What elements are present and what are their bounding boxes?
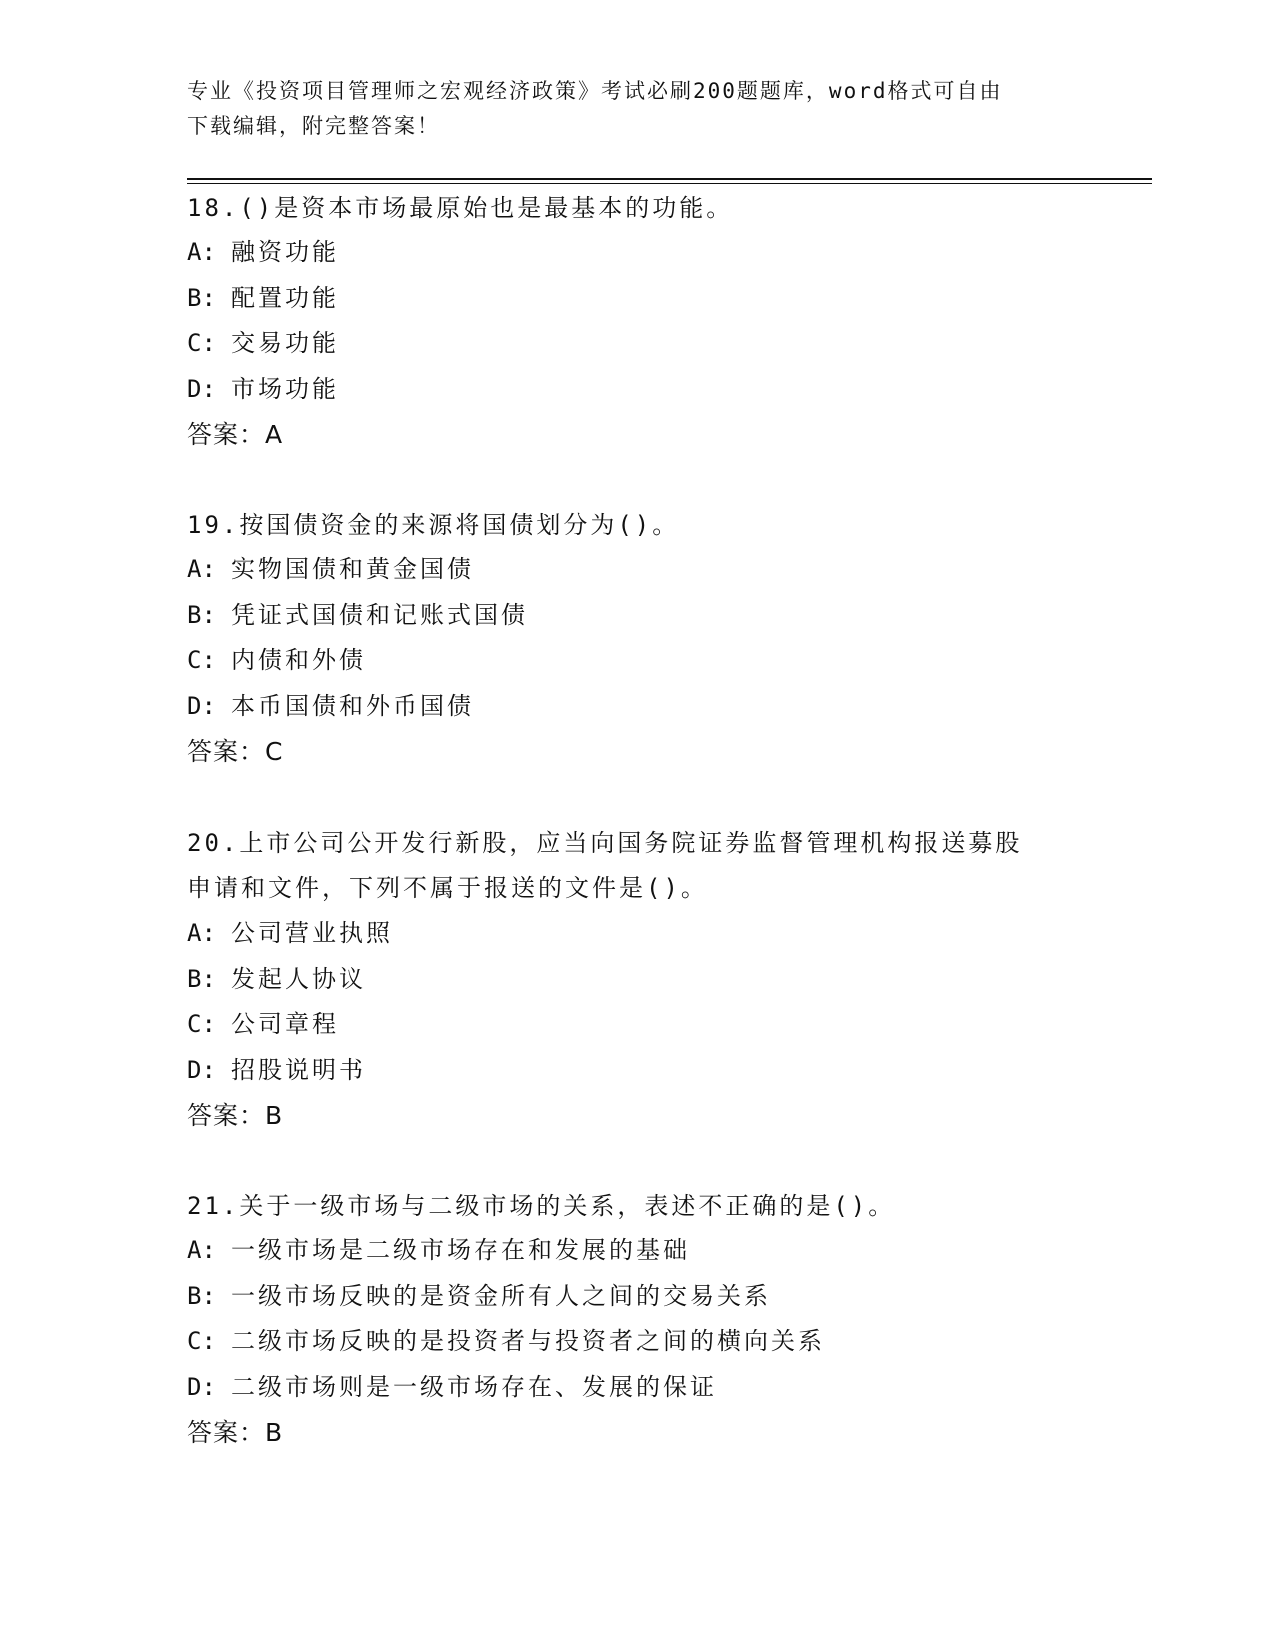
option-text: 融资功能 [231,238,339,266]
header-line-2: 下载编辑，附完整答案！ [187,114,440,138]
header-divider-thick [187,178,1152,180]
option-d [187,1048,1087,1094]
answer-label: 答案：C [187,737,284,766]
option-text: 凭证式国债和记账式国债 [231,600,528,629]
option-text: 公司章程 [231,1010,339,1038]
option-letter: A: [187,1236,216,1264]
question-stem-line-2: 申请和文件，下列不属于报送的文件是()。 [187,874,708,902]
option-text: 一级市场反映的是资金所有人之间的交易关系 [231,1281,771,1310]
option-text: 实物国债和黄金国债 [231,555,474,583]
option-text: 市场功能 [231,374,339,403]
option-text: 招股说明书 [231,1055,366,1084]
option-d [187,1365,1087,1411]
question-stem: 19.按国债资金的来源将国债划分为()。 [187,511,680,539]
answer-label: 答案：B [187,1418,284,1447]
option-letter: A: [187,919,216,947]
option-a [187,230,1087,276]
question-list [187,187,1087,1502]
answer-label: 答案：B [187,1101,284,1130]
option-a [187,547,1087,593]
option-letter: D: [187,374,216,403]
option-a [187,911,1087,957]
option-text: 内债和外债 [231,646,366,674]
option-letter: C: [187,329,216,357]
question-19 [187,504,1087,774]
question-21 [187,1185,1087,1455]
option-text: 公司营业执照 [231,919,393,947]
answer-label: 答案：A [187,420,284,449]
option-letter: C: [187,1010,216,1038]
option-letter: B: [187,283,216,312]
question-stem: 21.关于一级市场与二级市场的关系，表述不正确的是()。 [187,1192,896,1220]
option-b [187,957,1087,1003]
option-b [187,1274,1087,1320]
question-20 [187,821,1087,1138]
option-text: 发起人协议 [231,964,366,993]
option-d [187,367,1087,413]
option-letter: A: [187,555,216,583]
option-text: 一级市场是二级市场存在和发展的基础 [231,1236,690,1264]
question-stem-line-1: 20.上市公司公开发行新股，应当向国务院证券监督管理机构报送募股 [187,829,1023,857]
option-text: 二级市场则是一级市场存在、发展的保证 [231,1372,717,1401]
option-letter: C: [187,1327,216,1355]
option-letter: A: [187,238,216,266]
option-text: 二级市场反映的是投资者与投资者之间的横向关系 [231,1327,825,1355]
option-text: 本币国债和外币国债 [231,691,474,720]
option-letter: B: [187,964,216,993]
option-c [187,1002,1087,1048]
option-letter: C: [187,646,216,674]
option-letter: D: [187,1055,216,1084]
option-letter: D: [187,691,216,720]
option-text: 交易功能 [231,329,339,357]
option-letter: B: [187,600,216,629]
option-letter: D: [187,1372,216,1401]
option-a [187,1228,1087,1274]
option-letter: B: [187,1281,216,1310]
question-stem: 18.()是资本市场最原始也是最基本的功能。 [187,194,734,222]
question-18 [187,187,1087,457]
header-divider-thin [187,183,1152,184]
option-c [187,638,1087,684]
header-line-1: 专业《投资项目管理师之宏观经济政策》考试必刷200题题库，word格式可自由 [187,79,1003,103]
option-text: 配置功能 [231,283,339,312]
option-c [187,321,1087,367]
option-b [187,593,1087,639]
document-header [187,74,1087,144]
option-c [187,1319,1087,1365]
option-b [187,276,1087,322]
option-d [187,684,1087,730]
